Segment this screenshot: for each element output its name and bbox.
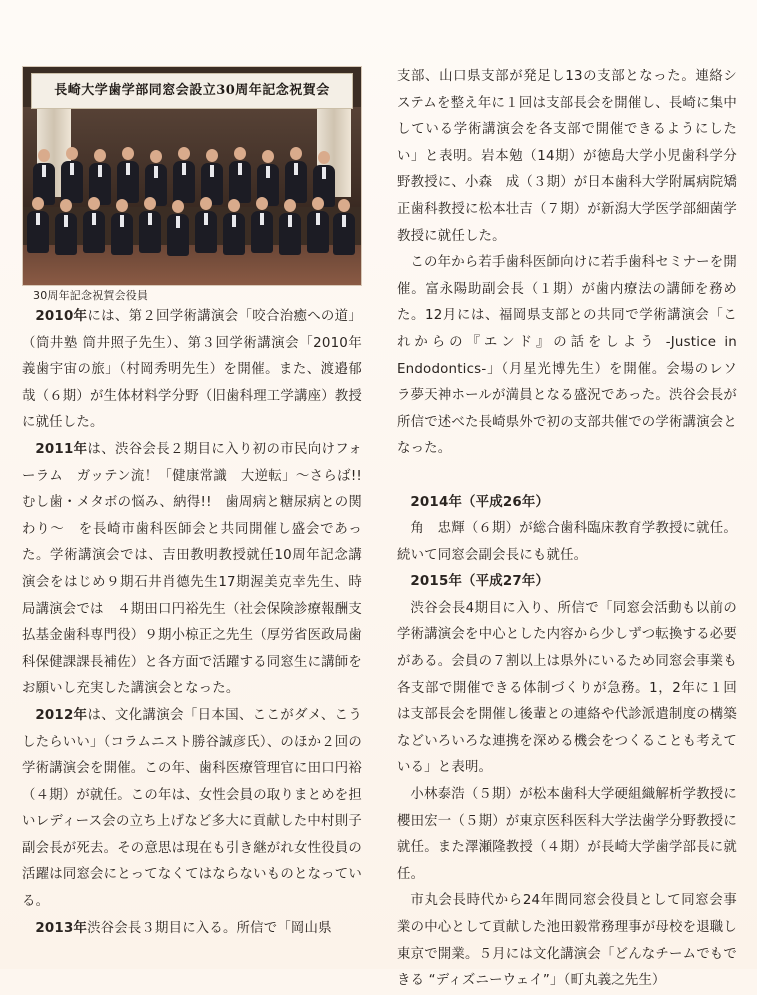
photo-person (27, 197, 49, 253)
paragraph-2013 (22, 916, 362, 943)
photo-person (61, 147, 83, 203)
photo-person (55, 199, 77, 255)
paragraph-2013-continued: 支部、山口県支部が発足し13の支部となった。連絡システムを整え年に１回は支部長会を開催し、長崎に集中している学術講演会を各支部で開催できるようにしたい」と表明。岩本勉（14期）が徳島大学小児歯科学分野教授に、小森 成（３期）が日本歯科大学附属病院矯正歯科教授に松本壮吉（７期）が新潟大学医学部細菌学教授に就任した。 (397, 69, 737, 244)
photo-person (167, 200, 189, 256)
photo-person (279, 199, 301, 255)
section-spacer (397, 463, 737, 490)
paragraph-seminar: この年から若手歯科医師向けに若手歯科セミナーを開催。富永陽助副会長（１期）が歯内療法の講師を務めた。12月には、福岡県支部との共同で学術講演会「これからの『エンド』の話をしよう -Justice in Endodontics-」（月星光博先生）を開催。会場のレソラ夢天神ホールが満員となる盛況であった。渋谷会長が所信で述べた長崎県外で初の支部共催での学術講演会となった。 (397, 255, 737, 457)
heading-2015: 2015年（平成27年） (410, 574, 550, 590)
paragraph-2015-c: 市丸会長時代から24年間同窓会役員として同窓会事業の中心として貢献した池田毅常務理事が母校を退職し東京で開業。５月には文化講演会「どんなチームでもできる “ディズニーウェイ”」（町丸義之先生） (397, 893, 737, 989)
photo-person (285, 147, 307, 203)
heading-2014: 2014年（平成26年） (410, 494, 550, 510)
photo-person (333, 199, 355, 255)
paragraph-2015-a: 渋谷会長4期目に入り、所信で「同窓会活動も以前の学術講演会を中心とした内容から少しずつ転換する必要がある。会員の７割以上は県外にいるため同窓会事業も各支部で開催できる体制づくりが急務。1，2年に１回は支部長会を開催し後輩との連絡や代診派遣制度の構築などいろいろな連携を深める機会をつくることも考えている」と表明。 (397, 600, 737, 776)
text-2010: には、第２回学術講演会「咬合治癒への道」（筒井塾 筒井照子先生）、第３回学術講演会「2010年義歯宇宙の旅」（村岡秀明先生）を開催。また、渡邉郁哉（６期）が生体材料学分野（旧歯科理工学講座）教授に就任した。 (22, 309, 362, 431)
commemorative-photo (22, 66, 362, 286)
photo-person (229, 147, 251, 203)
photo-person (223, 199, 245, 255)
left-column (22, 66, 362, 942)
photo-person (83, 197, 105, 253)
paragraph-2012 (22, 703, 362, 916)
paragraph-2015-b: 小林泰浩（５期）が松本歯科大学硬組織解析学教授に櫻田宏一（５期）が東京医科医科大学法歯学分野教授に就任。また澤瀬隆教授（４期）が長崎大学歯学部長に就任。 (397, 787, 737, 882)
year-2013: 2013年 (35, 920, 88, 936)
photo-banner: 長崎大学歯学部同窓会設立30周年記念祝賀会 (31, 73, 353, 109)
paragraph-2014: 角 忠輝（６期）が総合歯科臨床教育学教授に就任。続いて同窓会副会長にも就任。 (397, 521, 737, 563)
paragraph-2011 (22, 437, 362, 703)
photo-person (251, 197, 273, 253)
photo-caption: 30周年記念祝賀会役員 (33, 289, 149, 302)
year-2011: 2011年 (35, 441, 88, 457)
photo-person (173, 147, 195, 203)
text-2012: は、文化講演会「日本国、ここがダメ、こうしたらいい」（コラムニスト勝谷誠彦氏）、のほか２回の学術講演会を開催。この年、歯科医療管理官に田口円裕（４期）が就任。この年は、女性会員の取りまとめを担いレディース会の立ち上げなど多大に貢献した中村則子副会長が死去。その意思は現在も引き継がれ女性役員の活躍は同窓会にとってなくてはならないものとなっている。 (22, 707, 362, 910)
photo-person (111, 199, 133, 255)
right-column (397, 64, 737, 995)
text-2011: は、渋谷会長２期目に入り初の市民向けフォーラム ガッテン流！「健康常識 大逆転」～さらば!! むし歯・メタボの悩み、納得!! 歯周病と糖尿病との関わり～ を長崎市歯科医師会と共同開催し盛会であった。学術講演会では、吉田教明教授就任10周年記念講演会をはじめ９期石井肖德先生17期渥美克幸先生、時局講演会では ４期田口円裕先生（社会保険診療報酬支払基金歯科専門役）９期小椋正之先生（厚労省医政局歯科保健課課長補佐）と各方面で活躍する同窓生に講師をお願いし充実した講演会となった。 (22, 441, 362, 697)
year-2010: 2010年 (35, 309, 88, 324)
photo-person (195, 197, 217, 253)
text-2013: 渋谷会長３期目に入る。所信で「岡山県 (87, 920, 332, 936)
year-2012: 2012年 (35, 707, 88, 723)
paragraph-2010 (22, 304, 362, 437)
photo-person (307, 197, 329, 253)
photo-person (117, 147, 139, 203)
photo-person (139, 197, 161, 253)
